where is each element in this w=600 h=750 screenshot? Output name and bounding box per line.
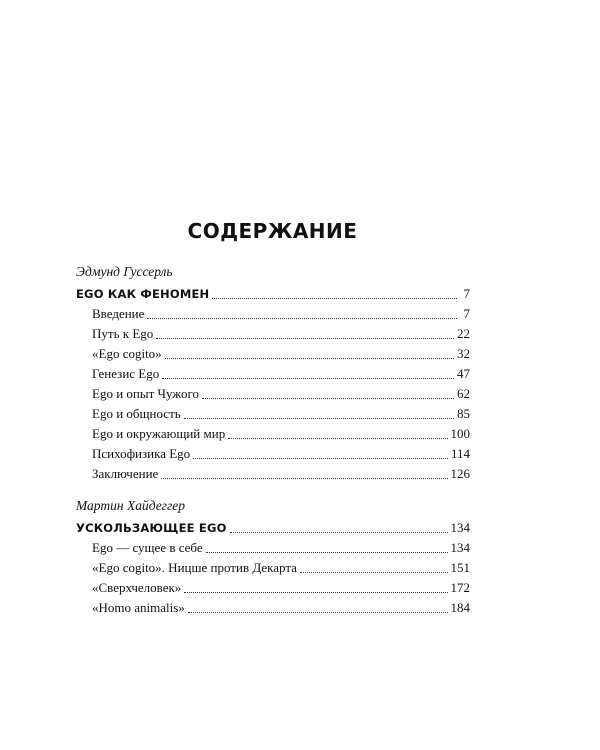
dot-leader	[162, 364, 454, 384]
entry-title: Введение	[92, 306, 145, 321]
table-of-contents	[76, 262, 470, 618]
chapter-title: УСКОЛЬЗАЮЩЕЕ EGO	[76, 521, 227, 535]
page-title: СОДЕРЖАНИЕ	[187, 219, 358, 243]
entry-title: «Ego cogito»	[92, 346, 162, 361]
toc-entry[interactable]	[76, 324, 470, 344]
toc-chapter-heading[interactable]	[76, 284, 470, 304]
page-number: 22	[457, 326, 470, 341]
entry-title: Психофизика Ego	[92, 446, 191, 461]
toc-entry[interactable]	[76, 304, 470, 324]
dot-leader	[212, 284, 457, 304]
chapter-title: EGO КАК ФЕНОМЕН	[76, 287, 210, 301]
page-number: 126	[450, 466, 470, 481]
toc-entry[interactable]	[76, 464, 470, 484]
page-number: 7	[463, 306, 470, 321]
entry-title: «Homo animalis»	[92, 600, 185, 615]
page-number: 151	[450, 560, 470, 575]
entry-title: Путь к Ego	[92, 326, 154, 341]
entry-title: Заключение	[92, 466, 159, 481]
entry-title: «Ego cogito». Ницше против Декарта	[92, 560, 297, 575]
entry-title: Ego и общность	[92, 406, 181, 421]
page-number: 134	[450, 540, 470, 555]
section-author: Эдмунд Гуссерль	[76, 264, 173, 279]
section-author: Мартин Хайдеггер	[76, 498, 185, 513]
toc-chapter-heading[interactable]	[76, 518, 470, 538]
toc-entry[interactable]	[76, 424, 470, 444]
entry-title: Ego и окружающий мир	[92, 426, 226, 441]
dot-leader	[156, 324, 454, 344]
dot-leader	[202, 384, 454, 404]
toc-entry[interactable]	[76, 384, 470, 404]
entry-title: Ego и опыт Чужого	[92, 386, 199, 401]
page-number: 47	[457, 366, 470, 381]
toc-entry[interactable]	[76, 598, 470, 618]
toc-entry[interactable]	[76, 578, 470, 598]
toc-entry[interactable]	[76, 538, 470, 558]
dot-leader	[147, 304, 457, 324]
entry-title: Ego — сущее в себе	[92, 540, 203, 555]
page-number: 134	[450, 520, 470, 535]
dot-leader	[228, 424, 447, 444]
toc-entry[interactable]	[76, 364, 470, 384]
dot-leader	[230, 518, 448, 538]
page-number: 7	[463, 286, 470, 301]
dot-leader	[161, 464, 447, 484]
page-number: 62	[457, 386, 470, 401]
page-number: 85	[457, 406, 470, 421]
page-number: 114	[450, 446, 470, 461]
entry-title: «Сверхчеловек»	[92, 580, 182, 595]
dot-leader	[165, 344, 454, 364]
dot-leader	[193, 444, 448, 464]
dot-leader	[206, 538, 448, 558]
dot-leader	[184, 578, 447, 598]
dot-leader	[184, 404, 454, 424]
page-number: 100	[450, 426, 470, 441]
entry-title: Генезис Ego	[92, 366, 160, 381]
page-number: 172	[450, 580, 470, 595]
toc-entry[interactable]	[76, 444, 470, 464]
toc-entry[interactable]	[76, 344, 470, 364]
page-number: 32	[457, 346, 470, 361]
toc-entry[interactable]	[76, 558, 470, 578]
page-number: 184	[450, 600, 470, 615]
toc-section-heidegger	[76, 496, 470, 618]
toc-entry[interactable]	[76, 404, 470, 424]
toc-section-husserl	[76, 262, 470, 484]
dot-leader	[188, 598, 448, 618]
dot-leader	[300, 558, 448, 578]
